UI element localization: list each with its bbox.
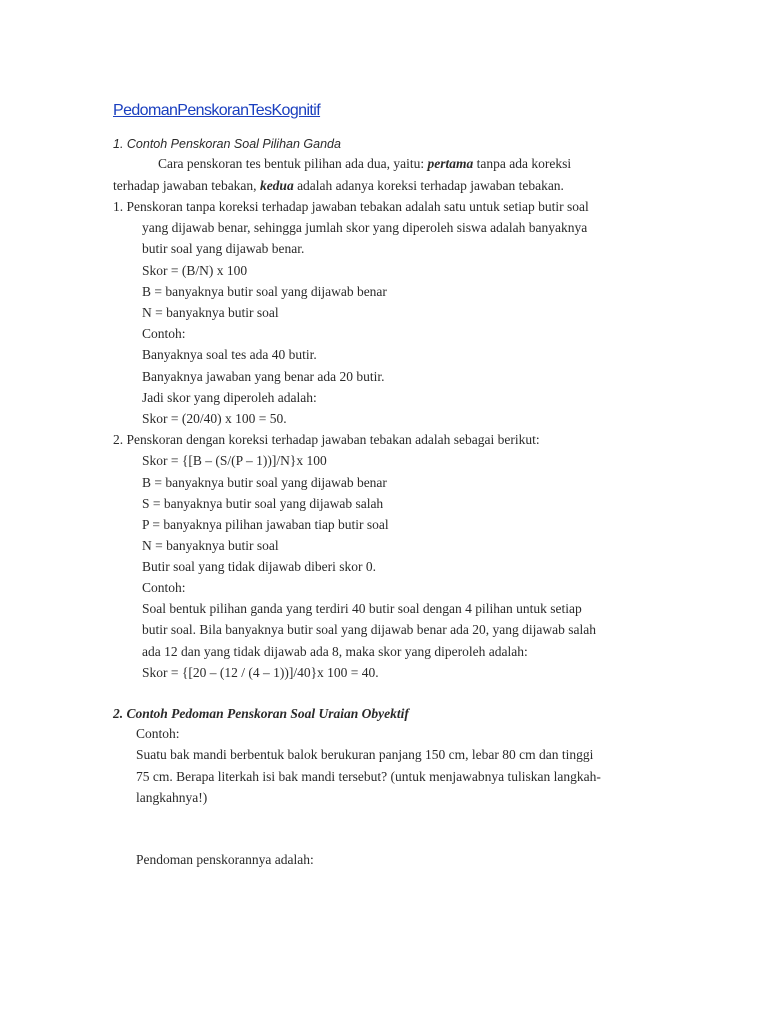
item-1-line: butir soal yang dijawab benar.	[142, 241, 305, 256]
item-2-line: P = banyaknya pilihan jawaban tiap butir soal	[142, 517, 389, 532]
section-2-line: 75 cm. Berapa literkah isi bak mandi tersebut? (untuk menjawabnya tuliskan langkah-	[136, 769, 601, 784]
item-2-line: butir soal. Bila banyaknya butir soal yang dijawab benar ada 20, yang dijawab salah	[142, 622, 596, 637]
section-2-heading: 2. Contoh Pedoman Penskoran Soal Uraian Obyektif	[113, 706, 409, 721]
item-2-line: ada 12 dan yang tidak dijawab ada 8, maka skor yang diperoleh adalah:	[142, 644, 528, 659]
item-1-line: B = banyaknya butir soal yang dijawab benar	[142, 284, 387, 299]
item-1-result: Skor = (20/40) x 100 = 50.	[142, 411, 287, 426]
section-1-heading: 1. Contoh Penskoran Soal Pilihan Ganda	[113, 137, 341, 151]
item-1-line: Contoh:	[142, 326, 186, 341]
item-2-line: B = banyaknya butir soal yang dijawab benar	[142, 475, 387, 490]
item-1-line: N = banyaknya butir soal	[142, 305, 279, 320]
item-2-line: Soal bentuk pilihan ganda yang terdiri 40 butir soal dengan 4 pilihan untuk setiap	[142, 601, 582, 616]
section-2-line: Contoh:	[136, 726, 180, 741]
item-2-line: 2. Penskoran dengan koreksi terhadap jawaban tebakan adalah sebagai berikut:	[113, 432, 540, 447]
item-2-formula: Skor = {[B – (S/(P – 1))]/N}x 100	[142, 453, 327, 468]
item-2-result: Skor = {[20 – (12 / (4 – 1))]/40}x 100 = 40.	[142, 665, 379, 680]
item-1-formula: Skor = (B/N) x 100	[142, 263, 248, 278]
section-2-line: Suatu bak mandi berbentuk balok berukuran panjang 150 cm, lebar 80 cm dan tinggi	[136, 747, 594, 762]
document-title-link[interactable]: PedomanPenskoranTesKognitif	[113, 102, 321, 119]
item-2-line: Butir soal yang tidak dijawab diberi skor 0.	[142, 559, 376, 574]
section-2-line: langkahnya!)	[136, 790, 208, 805]
item-1-line: yang dijawab benar, sehingga jumlah skor yang diperoleh siswa adalah banyaknya	[142, 220, 588, 235]
item-1-line: 1. Penskoran tanpa koreksi terhadap jawaban tebakan adalah satu untuk setiap butir soal	[113, 199, 589, 214]
item-2-line: Contoh:	[142, 580, 186, 595]
intro-line-1: Cara penskoran tes bentuk pilihan ada dua, yaitu: pertama tanpa ada koreksi	[158, 156, 572, 171]
item-2-line: N = banyaknya butir soal	[142, 538, 279, 553]
intro-line-2: terhadap jawaban tebakan, kedua adalah adanya koreksi terhadap jawaban tebakan.	[113, 178, 564, 193]
item-2-line: S = banyaknya butir soal yang dijawab salah	[142, 496, 384, 511]
item-1-line: Jadi skor yang diperoleh adalah:	[142, 390, 317, 405]
item-1-line: Banyaknya soal tes ada 40 butir.	[142, 347, 317, 362]
item-1-line: Banyaknya jawaban yang benar ada 20 butir.	[142, 369, 385, 384]
scoring-guide-label: Pendoman penskorannya adalah:	[136, 852, 314, 867]
